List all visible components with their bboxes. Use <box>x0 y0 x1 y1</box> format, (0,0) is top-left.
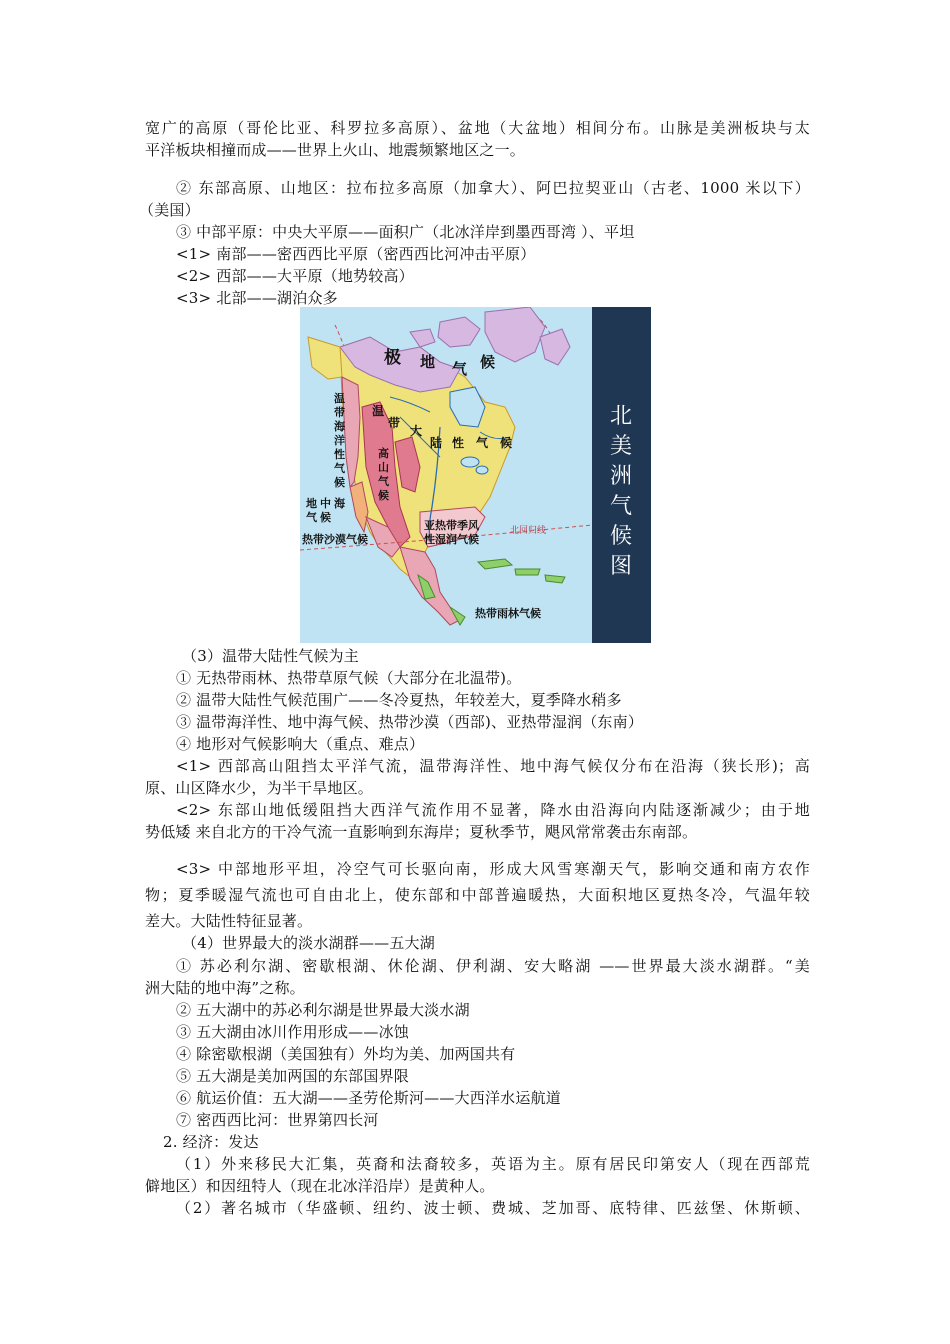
text-line: <1> 南部——密西西比平原（密西西比河冲击平原） <box>176 245 536 263</box>
svg-text:图: 图 <box>610 554 633 579</box>
svg-text:洲: 洲 <box>610 464 633 489</box>
svg-text:陆: 陆 <box>430 436 443 450</box>
svg-text:气: 气 <box>610 494 633 519</box>
svg-text:高: 高 <box>378 447 389 460</box>
text-line: ⑦ 密西西比河：世界第四长河 <box>176 1111 379 1129</box>
svg-text:北: 北 <box>610 404 633 429</box>
text-line: <3> 北部——湖泊众多 <box>176 289 338 307</box>
svg-text:中: 中 <box>320 497 331 510</box>
text-line: 差大。大陆性特征显著。 <box>145 912 313 930</box>
svg-text:候: 候 <box>320 511 331 524</box>
text-line: ③ 五大湖由冰川作用形成——冰蚀 <box>176 1023 409 1041</box>
svg-text:气: 气 <box>334 462 345 475</box>
section-heading: （4）世界最大的淡水湖群——五大湖 <box>182 934 435 952</box>
text-line: （1）外来移民大汇集，英裔和法裔较多，英语为主。原有居民印第安人（现在西部荒 <box>176 1155 810 1173</box>
svg-text:气: 气 <box>306 511 317 524</box>
text-line: 宽广的高原（哥伦比亚、科罗拉多高原）、盆地（大盆地）相间分布。山脉是美洲板块与太 <box>145 119 810 137</box>
svg-text:气: 气 <box>452 360 468 378</box>
text-line: 僻地区）和因纽特人（现在北冰洋沿岸）是黄种人。 <box>145 1177 495 1195</box>
label-tropic-line: 北回归线 <box>510 526 547 536</box>
svg-text:极: 极 <box>384 348 401 368</box>
text-line: 平洋板块相撞而成——世界上火山、地震频繁地区之一。 <box>145 141 526 159</box>
text-line: ③ 温带海洋性、地中海气候、热带沙漠（西部)、亚热带湿润（东南） <box>176 713 644 731</box>
svg-text:候: 候 <box>334 476 345 489</box>
svg-text:气: 气 <box>476 436 489 450</box>
text-line: ④ 除密歇根湖（美国独有）外均为美、加两国共有 <box>176 1045 516 1063</box>
label-tropical-desert: 热带沙漠气候 <box>302 533 368 546</box>
svg-text:地: 地 <box>420 353 436 371</box>
text-line: <2> 西部——大平原（地势较高） <box>176 267 414 285</box>
svg-text:候: 候 <box>610 524 633 549</box>
text-line: ② 东部高原、山地区：拉布拉多高原（加拿大）、阿巴拉契亚山（古老、1000 米以下） <box>176 179 810 197</box>
svg-text:候: 候 <box>378 489 389 502</box>
text-line: ④ 地形对气候影响大（重点、难点） <box>176 735 425 753</box>
north-america-climate-map <box>300 307 651 643</box>
text-line: （美国） <box>139 201 200 219</box>
section-heading: 2. 经济：发达 <box>163 1133 259 1151</box>
svg-text:地: 地 <box>306 497 317 510</box>
text-line: ② 温带大陆性气候范围广——冬冷夏热，年较差大，夏季降水稍多 <box>176 691 622 709</box>
svg-text:海: 海 <box>334 497 345 510</box>
text-line: <2> 东部山地低缓阻挡大西洋气流作用不显著，降水由沿海向内陆逐渐减少；由于地 <box>176 801 810 819</box>
text-line: 洲大陆的地中海”之称。 <box>145 979 305 997</box>
svg-text:洋: 洋 <box>334 434 345 447</box>
svg-text:亚热带季风: 亚热带季风 <box>424 519 479 532</box>
label-tropical-rainforest: 热带雨林气候 <box>475 607 541 620</box>
text-line: ① 苏必利尔湖、密歇根湖、休伦湖、伊利湖、安大略湖 ——世界最大淡水湖群。“美 <box>176 957 810 975</box>
svg-text:海: 海 <box>334 420 345 433</box>
text-line: 原、山区降水少，为半干旱地区。 <box>145 779 374 797</box>
svg-text:温: 温 <box>334 392 345 405</box>
svg-text:山: 山 <box>378 461 389 474</box>
text-line: ⑥ 航运价值：五大湖——圣劳伦斯河——大西洋水运航道 <box>176 1089 561 1107</box>
svg-text:气: 气 <box>378 475 389 488</box>
svg-text:带: 带 <box>388 416 401 430</box>
great-lakes <box>461 457 479 467</box>
text-line: （2）著名城市（华盛顿、纽约、波士顿、费城、芝加哥、底特律、匹兹堡、休斯顿、 <box>176 1199 810 1217</box>
text-line: ③ 中部平原：中央大平原——面积广（北冰洋岸到墨西哥湾 ）、平坦 <box>176 223 635 241</box>
text-line: <3> 中部地形平坦，冷空气可长驱向南，形成大风雪寒潮天气，影响交通和南方农作 <box>176 860 810 878</box>
svg-text:温: 温 <box>372 404 385 418</box>
label-temperate-maritime <box>333 391 346 489</box>
text-line: ⑤ 五大湖是美加两国的东部国界限 <box>176 1067 409 1085</box>
section-heading: （3）温带大陆性气候为主 <box>182 647 359 665</box>
svg-text:大: 大 <box>410 424 423 438</box>
text-line: <1> 西部高山阻挡太平洋气流，温带海洋性、地中海气候仅分布在沿海（狭长形)；高 <box>176 757 810 775</box>
svg-text:性: 性 <box>452 436 465 450</box>
svg-text:候: 候 <box>480 353 496 371</box>
text-line: ② 五大湖中的苏必利尔湖是世界最大淡水湖 <box>176 1001 470 1019</box>
svg-text:带: 带 <box>334 406 345 419</box>
text-line: ① 无热带雨林、热带草原气候（大部分在北温带)。 <box>176 669 522 687</box>
svg-text:性湿润气候: 性湿润气候 <box>424 533 479 546</box>
svg-text:性: 性 <box>334 448 345 461</box>
text-line: 物；夏季暖湿气流也可自由北上，使东部和中部普遍暖热，大面积地区夏热冬冷，气温年较 <box>145 886 810 904</box>
text-line: 势低矮 来自北方的干冷气流一直影响到东海岸；夏秋季节，飓风常常袭击东南部。 <box>145 823 698 841</box>
svg-text:美: 美 <box>610 434 633 459</box>
svg-text:候: 候 <box>500 436 513 450</box>
